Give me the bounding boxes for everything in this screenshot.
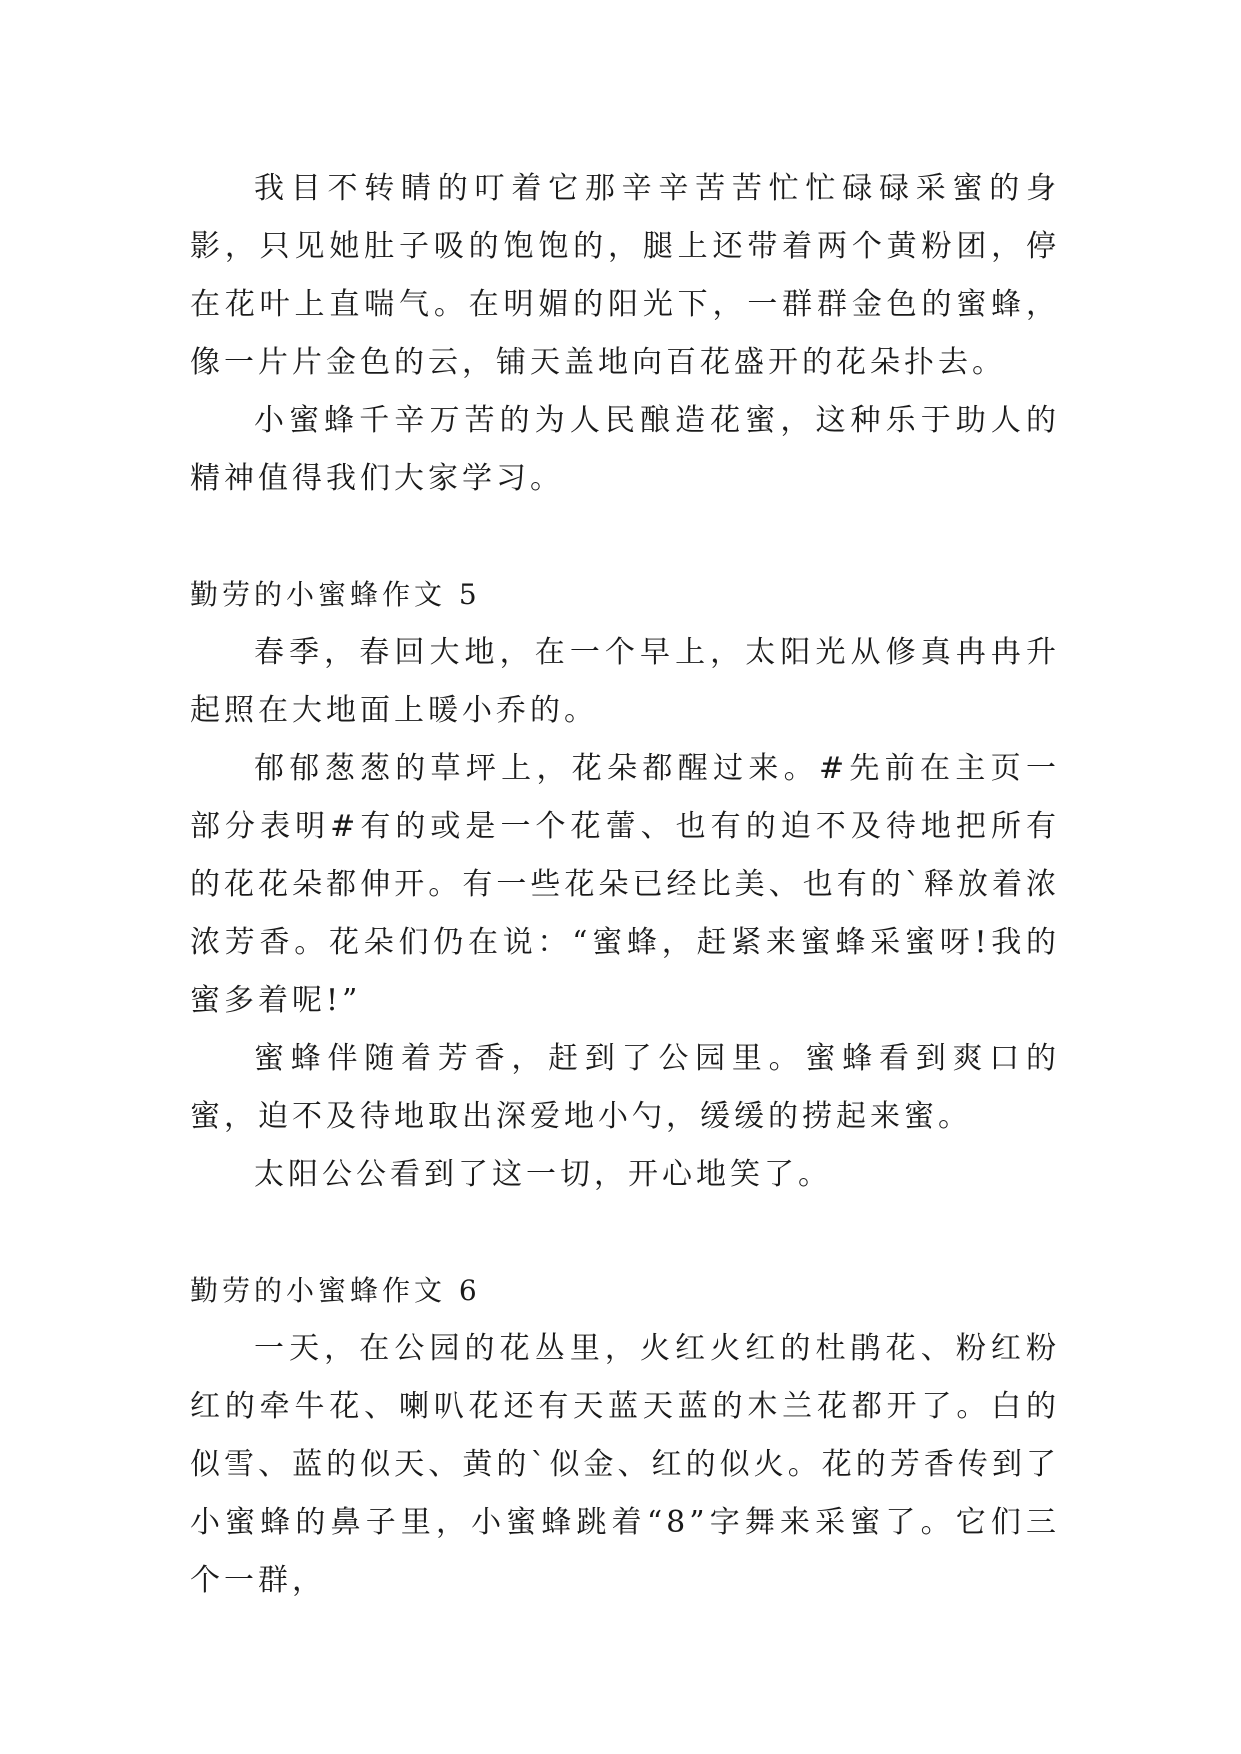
- paragraph: 蜜蜂伴随着芳香，赶到了公园里。蜜蜂看到爽口的蜜，迫不及待地取出深爱地小勺，缓缓的捞起来蜜。: [190, 1041, 1060, 1134]
- section-spacer: [190, 508, 1060, 566]
- paragraph: 小蜜蜂千辛万苦的为人民酿造花蜜，这种乐于助人的精神值得我们大家学习。: [190, 403, 1060, 496]
- paragraph: 春季，春回大地，在一个早上，太阳光从修真冉冉升起照在大地面上暖小乔的。: [190, 635, 1060, 728]
- paragraph: 一天，在公园的花丛里，火红火红的杜鹃花、粉红粉红的牵牛花、喇叭花还有天蓝天蓝的木兰花都开了。白的似雪、蓝的似天、黄的`似金、红的似火。花的芳香传到了小蜜蜂的鼻子里，小蜜蜂跳着“8”字舞来采蜜了。它们三个一群，: [190, 1331, 1060, 1598]
- paragraph: 郁郁葱葱的草坪上，花朵都醒过来。#先前在主页一部分表明#有的或是一个花蕾、也有的迫不及待地把所有的花花朵都伸开。有一些花朵已经比美、也有的`释放着浓浓芳香。花朵们仍在说：“蜜蜂，赶紧来蜜蜂采蜜呀!我的蜜多着呢!”: [190, 751, 1060, 1018]
- paragraph: 太阳公公看到了这一切，开心地笑了。: [254, 1157, 832, 1192]
- document-body: [190, 160, 1060, 1610]
- section-spacer: [190, 1204, 1060, 1262]
- paragraph: 我目不转睛的叮着它那辛辛苦苦忙忙碌碌采蜜的身影，只见她肚子吸的饱饱的，腿上还带着两个黄粉团，停在花叶上直喘气。在明媚的阳光下，一群群金色的蜜蜂，像一片片金色的云，铺天盖地向百花盛开的花朵扑去。: [190, 171, 1060, 380]
- section-title: 勤劳的小蜜蜂作文 6: [190, 1274, 481, 1307]
- section-title: 勤劳的小蜜蜂作文 5: [190, 578, 481, 611]
